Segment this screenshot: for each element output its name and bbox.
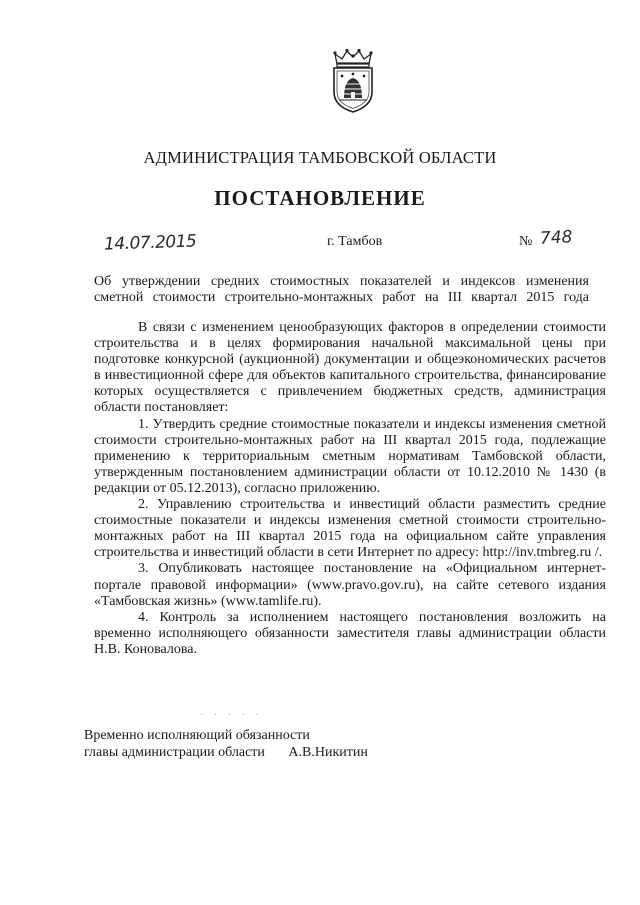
- document-type-title: ПОСТАНОВЛЕНИЕ: [214, 186, 426, 210]
- document-body: [94, 320, 606, 658]
- document-number-handwritten: 748: [539, 227, 573, 249]
- coat-of-arms-tambov-icon: [327, 48, 379, 114]
- body-item-4: 4. Контроль за исполнением настоящего постановления возложить на временно исполняющего обязанности заместителя главы администрации области Н.В. Коновалова.: [94, 609, 606, 657]
- document-subject: Об утверждении средних стоимостных показателей и индексов изменения сметной стоимости строительно-монтажных работ на III квартал 2015 года: [94, 274, 589, 305]
- coat-of-arms-emblem: [327, 48, 379, 114]
- document-date-handwritten: 14.07.2015: [103, 231, 197, 255]
- body-item-3: 3. Опубликовать настоящее постановление на «Официальном интернет-портале правовой информации» (www.pravo.gov.ru), на сайте сетевого издания «Тамбовская жизнь» (www.tamlife.ru).: [94, 561, 606, 609]
- document-number-label: №: [519, 234, 533, 249]
- signer-position-line-2: главы администрации области: [84, 745, 265, 760]
- signer-position-line-1: Временно исполняющий обязанности: [84, 728, 310, 743]
- scan-artifact-dots: · · · · ·: [200, 710, 263, 721]
- body-item-2: 2. Управлению строительства и инвестиций области разместить средние стоимостные показатели и индексы изменения сметной стоимости строительно-монтажных работ на III квартал 2015 года на официальном сайте управления строительства и инвестиций области в сети Интернет по адресу: http://inv.tmbreg.ru /.: [94, 497, 606, 561]
- document-city: г. Тамбов: [327, 234, 383, 249]
- organization-title: АДМИНИСТРАЦИЯ ТАМБОВСКОЙ ОБЛАСТИ: [143, 148, 497, 167]
- body-preamble: В связи с изменением ценообразующих факторов в определении стоимости строительства и в целях формирования начальной максимальной цены при подготовке конкурсной (аукционной) документации и общеэкономических расчетов в инвестиционной сфере для объектов капитального строительства, финансирование которых осуществляется с привлечением бюджетных средств, администрация области постановляет:: [94, 320, 606, 416]
- body-item-1: 1. Утвердить средние стоимостные показатели и индексы изменения сметной стоимости строительно-монтажных работ на III квартал 2015 года, подлежащие применению к территориальным сметным нормативам Тамбовской области, утвержденным постановлением администрации области от 10.12.2010 № 1430 (в редакции от 05.12.2013), согласно приложению.: [94, 416, 606, 496]
- signer-name: А.В.Никитин: [288, 745, 368, 760]
- signature-block: [84, 727, 368, 761]
